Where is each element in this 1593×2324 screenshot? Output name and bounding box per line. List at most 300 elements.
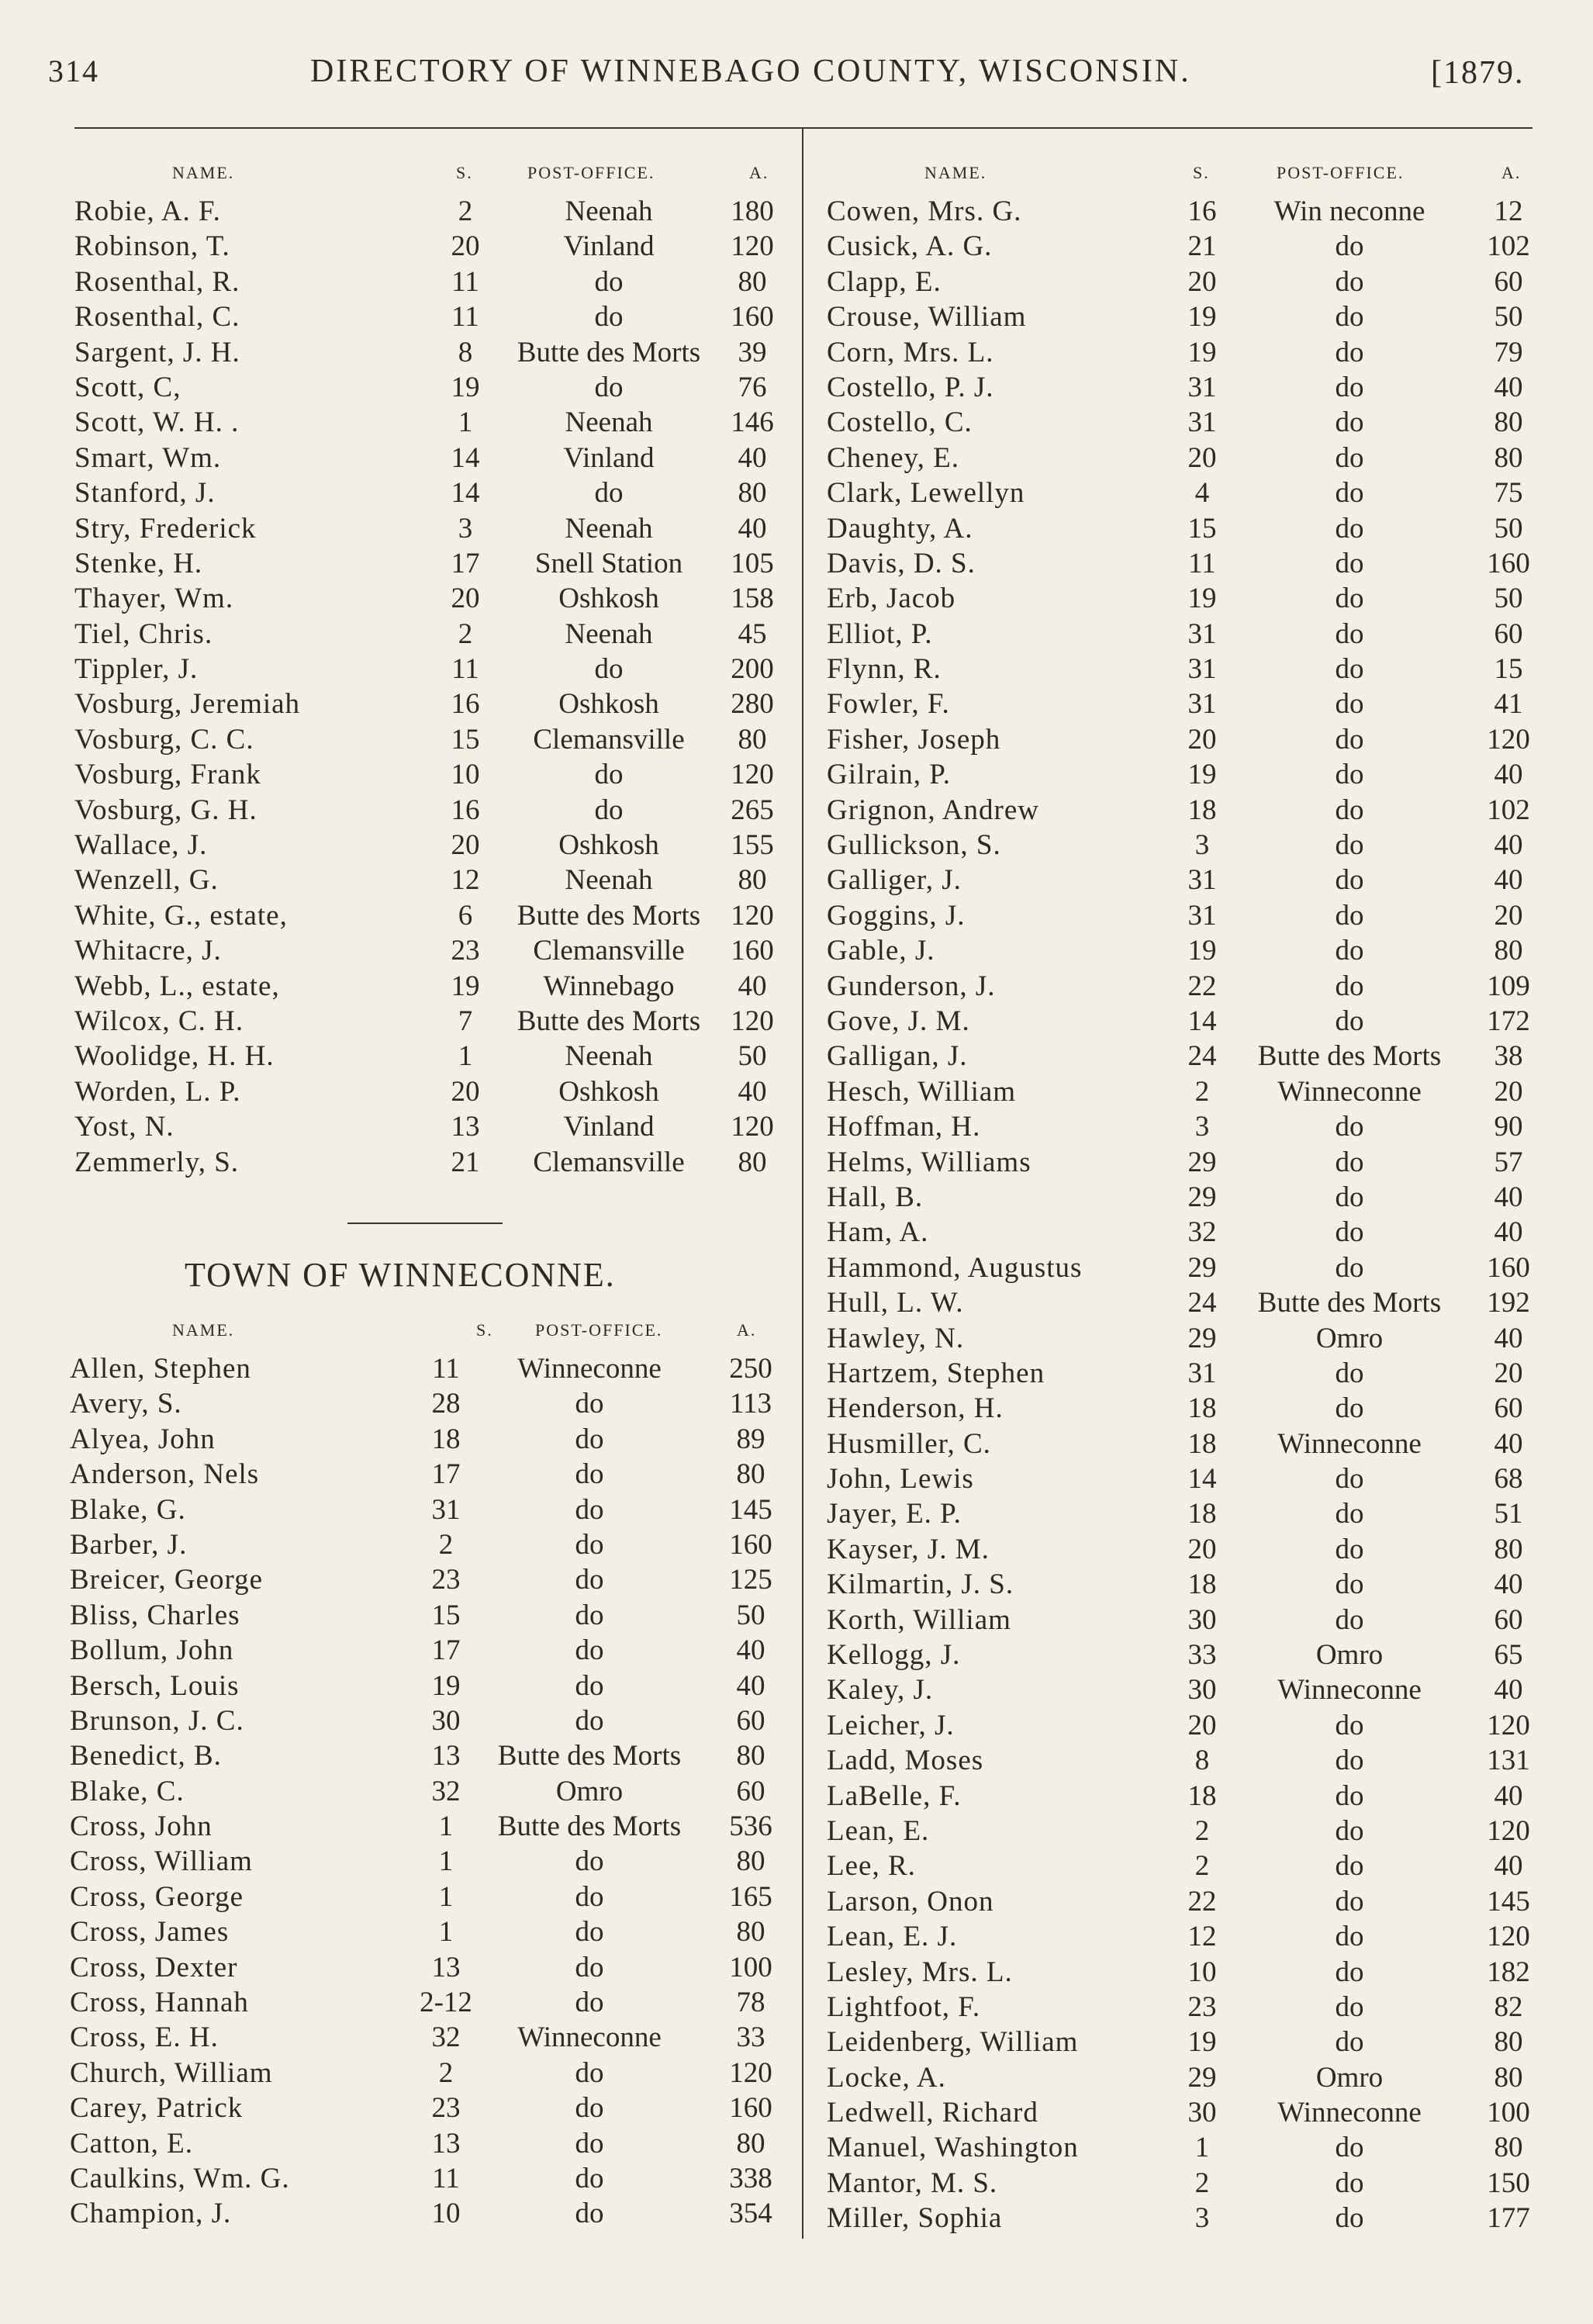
entry-post-office: do xyxy=(575,1458,604,1491)
entry-name: Catton, E. xyxy=(70,2127,194,2160)
table-row xyxy=(0,2025,1593,2059)
entry-section: 29 xyxy=(1187,1251,1217,1284)
table-row xyxy=(0,1919,1593,1954)
entry-post-office: do xyxy=(1335,829,1364,862)
col-acres-header: A. xyxy=(749,163,769,182)
entry-acres: 165 xyxy=(729,1880,772,1913)
entry-section: 18 xyxy=(1187,1779,1217,1812)
entry-post-office: do xyxy=(1335,723,1364,756)
entry-section: 19 xyxy=(1187,759,1217,791)
entry-name: Lean, E. J. xyxy=(827,1921,958,1953)
entry-section: 3 xyxy=(1194,2202,1210,2235)
entry-name: Sargent, J. H. xyxy=(74,336,240,368)
entry-post-office: do xyxy=(1335,1498,1364,1530)
entry-post-office: Omro xyxy=(1315,1639,1384,1672)
entry-section: 30 xyxy=(1187,1674,1217,1707)
entry-name: Wenzell, G. xyxy=(74,864,219,897)
entry-post-office: Oshkosh xyxy=(558,829,659,862)
entry-acres: 15 xyxy=(1494,653,1523,686)
entry-name: Stry, Frederick xyxy=(74,512,257,545)
entry-post-office: do xyxy=(1335,1850,1364,1883)
table-row xyxy=(0,1074,1593,1109)
entry-acres: 113 xyxy=(729,1388,772,1420)
entry-acres: 172 xyxy=(1487,1005,1530,1037)
entry-acres: 65 xyxy=(1494,1639,1523,1672)
entry-acres: 80 xyxy=(1494,406,1523,439)
entry-acres: 158 xyxy=(731,583,774,615)
table-row xyxy=(0,405,1593,440)
entry-post-office: do xyxy=(1335,1111,1364,1143)
entry-section: 8 xyxy=(1194,1745,1210,1777)
entry-section: 22 xyxy=(1187,1885,1217,1918)
entry-acres: 145 xyxy=(1487,1885,1530,1918)
entry-name: Alyea, John xyxy=(70,1423,216,1455)
entry-post-office: do xyxy=(1335,301,1364,334)
entry-section: 20 xyxy=(1187,265,1217,298)
entry-section: 17 xyxy=(431,1634,461,1667)
entry-name: Woolidge, H. H. xyxy=(74,1040,275,1073)
entry-name: Gilrain, P. xyxy=(827,759,952,791)
entry-acres: 40 xyxy=(738,441,767,474)
entry-name: Cross, E. H. xyxy=(70,2021,219,2054)
entry-section: 1 xyxy=(1194,2132,1210,2164)
entry-post-office: Vinland xyxy=(563,1111,655,1143)
entry-name: Elliot, P. xyxy=(827,617,933,650)
entry-post-office: do xyxy=(1335,230,1364,263)
entry-name: Church, William xyxy=(70,2056,273,2089)
entry-acres: 12 xyxy=(1494,195,1523,227)
entry-acres: 60 xyxy=(1494,265,1523,298)
entry-acres: 155 xyxy=(731,829,774,862)
table-row xyxy=(0,1180,1593,1215)
table-row xyxy=(0,265,1593,299)
entry-section: 29 xyxy=(1187,1146,1217,1178)
entry-name: Hoffman, H. xyxy=(827,1111,981,1143)
entry-post-office: do xyxy=(594,653,624,686)
entry-acres: 80 xyxy=(738,265,767,298)
entry-acres: 38 xyxy=(1494,1040,1523,1073)
entry-acres: 20 xyxy=(1494,899,1523,932)
entry-name: Carey, Patrick xyxy=(70,2092,244,2125)
entry-acres: 20 xyxy=(1494,1357,1523,1389)
entry-name: White, G., estate, xyxy=(74,899,288,932)
entry-section: 2 xyxy=(438,2056,454,2089)
entry-acres: 354 xyxy=(729,2198,772,2230)
entry-section: 2 xyxy=(438,1528,454,1561)
entry-name: Cross, James xyxy=(70,1916,230,1949)
entry-acres: 60 xyxy=(736,1775,765,1807)
entry-name: Fisher, Joseph xyxy=(827,723,1001,756)
entry-post-office: do xyxy=(575,1916,604,1949)
entry-acres: 80 xyxy=(738,723,767,756)
entry-post-office: do xyxy=(1335,1709,1364,1741)
entry-acres: 80 xyxy=(736,1740,765,1772)
entry-name: Clapp, E. xyxy=(827,265,942,298)
entry-acres: 40 xyxy=(1494,1568,1523,1601)
entry-post-office: do xyxy=(1335,1463,1364,1496)
entry-post-office: Snell Station xyxy=(534,547,683,579)
table-row xyxy=(0,969,1593,1004)
entry-post-office: Neenah xyxy=(565,512,653,545)
entry-post-office: do xyxy=(1335,864,1364,897)
entry-acres: 80 xyxy=(1494,935,1523,967)
entry-section: 10 xyxy=(1187,1956,1217,1988)
entry-post-office: do xyxy=(1335,1251,1364,1284)
table-row xyxy=(0,1391,1593,1426)
entry-section: 14 xyxy=(451,477,480,510)
table-row xyxy=(0,370,1593,405)
entry-section: 6 xyxy=(458,899,473,932)
entry-name: Gullickson, S. xyxy=(827,829,1001,862)
entry-acres: 192 xyxy=(1487,1287,1530,1319)
entry-post-office: do xyxy=(575,1951,604,1983)
col-po-header: POST-OFFICE. xyxy=(527,163,655,182)
entry-name: Ledwell, Richard xyxy=(827,2097,1038,2129)
entry-acres: 60 xyxy=(736,1704,765,1737)
table-row xyxy=(0,1427,1593,1461)
entry-name: Kaley, J. xyxy=(827,1674,934,1707)
entry-section: 11 xyxy=(432,2162,460,2194)
entry-post-office: Butte des Morts xyxy=(1257,1287,1442,1319)
entry-name: Husmiller, C. xyxy=(827,1427,991,1460)
entry-section: 31 xyxy=(1187,688,1217,721)
entry-acres: 80 xyxy=(1494,2026,1523,2059)
table-row xyxy=(0,1109,1593,1144)
entry-section: 2 xyxy=(1194,2167,1210,2199)
entry-post-office: Neenah xyxy=(565,864,653,897)
entry-acres: 160 xyxy=(729,2092,772,2125)
entry-section: 31 xyxy=(1187,864,1217,897)
entry-acres: 79 xyxy=(1494,336,1523,368)
entry-name: Vosburg, C. C. xyxy=(74,723,254,756)
entry-section: 20 xyxy=(451,829,480,862)
entry-acres: 40 xyxy=(1494,1674,1523,1707)
entry-acres: 40 xyxy=(1494,371,1523,403)
entry-section: 29 xyxy=(1187,2061,1217,2094)
entry-name: Clark, Lewellyn xyxy=(827,477,1025,510)
entry-post-office: Clemansville xyxy=(533,723,685,756)
entry-name: Benedict, B. xyxy=(70,1740,222,1772)
entry-name: Manuel, Washington xyxy=(827,2132,1079,2164)
entry-post-office: Omro xyxy=(555,1775,624,1807)
entry-name: Gunderson, J. xyxy=(827,970,996,1002)
entry-acres: 40 xyxy=(1494,829,1523,862)
entry-post-office: do xyxy=(1335,1568,1364,1601)
entry-post-office: do xyxy=(1335,441,1364,474)
entry-acres: 40 xyxy=(1494,864,1523,897)
table-row xyxy=(0,793,1593,828)
entry-section: 2 xyxy=(458,195,473,227)
entry-post-office: Omro xyxy=(1315,2061,1384,2094)
right-table xyxy=(0,194,1593,2236)
entry-section: 19 xyxy=(431,1669,461,1702)
entry-name: Vosburg, Frank xyxy=(74,759,261,791)
entry-name: Costello, P. J. xyxy=(827,371,994,403)
entry-acres: 280 xyxy=(731,688,774,721)
entry-acres: 80 xyxy=(738,477,767,510)
entry-post-office: do xyxy=(1335,617,1364,650)
entry-post-office: do xyxy=(1335,477,1364,510)
entry-post-office: Butte des Morts xyxy=(497,1740,682,1772)
entry-name: Lean, E. xyxy=(827,1814,930,1847)
entry-post-office: do xyxy=(1335,265,1364,298)
entry-name: Scott, C, xyxy=(74,371,181,403)
entry-acres: 51 xyxy=(1494,1498,1523,1530)
entry-name: Bersch, Louis xyxy=(70,1669,240,1702)
entry-acres: 200 xyxy=(731,653,774,686)
entry-post-office: Omro xyxy=(1315,1322,1384,1354)
table-row xyxy=(0,335,1593,370)
entry-acres: 145 xyxy=(729,1493,772,1526)
town-title: TOWN OF WINNECONNE. xyxy=(185,1256,616,1294)
entry-acres: 125 xyxy=(729,1564,772,1596)
entry-section: 20 xyxy=(1187,441,1217,474)
entry-acres: 40 xyxy=(736,1669,765,1702)
entry-post-office: do xyxy=(575,2127,604,2160)
entry-name: Caulkins, Wm. G. xyxy=(70,2162,290,2194)
entry-name: Wilcox, C. H. xyxy=(74,1005,244,1037)
entry-post-office: do xyxy=(575,1987,604,2019)
entry-section: 31 xyxy=(1187,1357,1217,1389)
entry-post-office: do xyxy=(594,477,624,510)
entry-name: Erb, Jacob xyxy=(827,583,956,615)
entry-name: Hawley, N. xyxy=(827,1322,965,1354)
table-row xyxy=(0,757,1593,792)
entry-post-office: Vinland xyxy=(563,441,655,474)
entry-post-office: Oshkosh xyxy=(558,688,659,721)
entry-acres: 100 xyxy=(1487,2097,1530,2129)
table-row xyxy=(0,581,1593,616)
entry-section: 12 xyxy=(1187,1921,1217,1953)
entry-acres: 80 xyxy=(736,2127,765,2160)
entry-section: 31 xyxy=(1187,653,1217,686)
entry-acres: 160 xyxy=(1487,1251,1530,1284)
table-row xyxy=(0,652,1593,686)
right-column-headers xyxy=(0,163,1593,186)
entry-acres: 76 xyxy=(738,371,767,403)
table-row xyxy=(0,229,1593,264)
entry-name: Grignon, Andrew xyxy=(827,794,1039,826)
page-year: [1879. xyxy=(1431,55,1525,91)
entry-name: Avery, S. xyxy=(70,1388,182,1420)
entry-section: 11 xyxy=(451,301,479,334)
entry-name: Bollum, John xyxy=(70,1634,234,1667)
header-rule xyxy=(74,127,1533,129)
entry-acres: 180 xyxy=(731,195,774,227)
entry-post-office: Oshkosh xyxy=(558,583,659,615)
entry-name: Goggins, J. xyxy=(827,899,966,932)
entry-name: Tippler, J. xyxy=(74,653,199,686)
table-row xyxy=(0,686,1593,721)
entry-name: Robie, A. F. xyxy=(74,195,221,227)
entry-section: 1 xyxy=(458,406,473,439)
entry-post-office: do xyxy=(1335,1921,1364,1953)
col-name-header: NAME. xyxy=(172,1320,235,1340)
entry-post-office: do xyxy=(1335,371,1364,403)
entry-acres: 80 xyxy=(1494,2132,1523,2164)
table-row xyxy=(0,722,1593,757)
table-row xyxy=(0,546,1593,581)
entry-acres: 120 xyxy=(731,1111,774,1143)
entry-section: 29 xyxy=(1187,1181,1217,1213)
entry-acres: 160 xyxy=(729,1528,772,1561)
entry-post-office: Butte des Morts xyxy=(497,1810,682,1843)
entry-post-office: do xyxy=(1335,1885,1364,1918)
entry-section: 13 xyxy=(451,1111,480,1143)
entry-acres: 120 xyxy=(1487,723,1530,756)
page-number: 314 xyxy=(48,54,99,88)
entry-post-office: do xyxy=(1335,2132,1364,2164)
entry-name: Crouse, William xyxy=(827,301,1027,334)
entry-section: 20 xyxy=(451,230,480,263)
table-row xyxy=(0,2166,1593,2201)
entry-post-office: do xyxy=(1335,583,1364,615)
entry-name: Leicher, J. xyxy=(827,1709,955,1741)
table-row xyxy=(0,1814,1593,1848)
entry-acres: 75 xyxy=(1494,477,1523,510)
entry-name: Corn, Mrs. L. xyxy=(827,336,994,368)
entry-acres: 120 xyxy=(1487,1709,1530,1741)
table-row xyxy=(0,863,1593,897)
table-row xyxy=(0,1285,1593,1320)
entry-section: 11 xyxy=(451,265,479,298)
entry-post-office: Winnebago xyxy=(543,970,675,1002)
col-po-header: POST-OFFICE. xyxy=(535,1320,663,1340)
entry-post-office: do xyxy=(594,794,624,826)
entry-section: 30 xyxy=(1187,2097,1217,2129)
entry-name: Cheney, E. xyxy=(827,441,959,474)
entry-section: 15 xyxy=(451,723,480,756)
entry-name: Hartzem, Stephen xyxy=(827,1357,1045,1389)
entry-section: 1 xyxy=(438,1845,454,1878)
entry-acres: 57 xyxy=(1494,1146,1523,1178)
entry-acres: 265 xyxy=(731,794,774,826)
entry-section: 24 xyxy=(1187,1040,1217,1073)
entry-post-office: Neenah xyxy=(565,195,653,227)
entry-section: 19 xyxy=(451,970,480,1002)
table-row xyxy=(0,1461,1593,1496)
entry-section: 18 xyxy=(1187,1427,1217,1460)
entry-name: Breicer, George xyxy=(70,1564,264,1596)
entry-post-office: Win neconne xyxy=(1273,195,1425,227)
entry-post-office: do xyxy=(575,2092,604,2125)
entry-post-office: do xyxy=(1335,1357,1364,1389)
table-row xyxy=(0,1039,1593,1074)
entry-section: 31 xyxy=(1187,406,1217,439)
entry-acres: 80 xyxy=(738,864,767,897)
col-sec-header: S. xyxy=(456,163,473,182)
entry-section: 31 xyxy=(431,1493,461,1526)
entry-post-office: do xyxy=(1335,547,1364,579)
entry-section: 11 xyxy=(432,1353,460,1385)
entry-acres: 40 xyxy=(1494,1779,1523,1812)
entry-post-office: do xyxy=(1335,899,1364,932)
entry-post-office: do xyxy=(1335,794,1364,826)
entry-section: 1 xyxy=(438,1810,454,1843)
table-row xyxy=(0,1250,1593,1285)
entry-section: 20 xyxy=(1187,723,1217,756)
entry-acres: 120 xyxy=(1487,1921,1530,1953)
entry-name: Webb, L., estate, xyxy=(74,970,280,1002)
entry-section: 32 xyxy=(1187,1216,1217,1249)
entry-post-office: do xyxy=(1335,1956,1364,1988)
entry-section: 30 xyxy=(431,1704,461,1737)
entry-section: 18 xyxy=(1187,1392,1217,1425)
entry-acres: 109 xyxy=(1487,970,1530,1002)
entry-post-office: Winneconne xyxy=(517,2021,662,2054)
entry-name: Flynn, R. xyxy=(827,653,942,686)
entry-name: Zemmerly, S. xyxy=(74,1146,240,1178)
entry-post-office: Butte des Morts xyxy=(517,1005,701,1037)
entry-name: Fowler, F. xyxy=(827,688,950,721)
table-row xyxy=(0,511,1593,546)
entry-post-office: do xyxy=(1335,2202,1364,2235)
table-row xyxy=(0,1708,1593,1743)
entry-section: 31 xyxy=(1187,899,1217,932)
entry-section: 19 xyxy=(451,371,480,403)
entry-acres: 60 xyxy=(1494,617,1523,650)
entry-acres: 177 xyxy=(1487,2202,1530,2235)
entry-name: Barber, J. xyxy=(70,1528,188,1561)
table-row xyxy=(0,2130,1593,2165)
page-title: DIRECTORY OF WINNEBAGO COUNTY, WISCONSIN. xyxy=(310,54,1191,89)
entry-section: 19 xyxy=(1187,336,1217,368)
entry-name: Kayser, J. M. xyxy=(827,1533,990,1565)
entry-name: Brunson, J. C. xyxy=(70,1704,244,1737)
entry-post-office: Clemansville xyxy=(533,1146,685,1178)
entry-section: 16 xyxy=(1187,195,1217,227)
entry-name: Gable, J. xyxy=(827,935,935,967)
entry-name: Thayer, Wm. xyxy=(74,583,234,615)
entry-post-office: do xyxy=(1335,1146,1364,1178)
table-row xyxy=(0,1779,1593,1814)
entry-post-office: do xyxy=(1335,935,1364,967)
entry-acres: 160 xyxy=(731,301,774,334)
entry-name: Leidenberg, William xyxy=(827,2026,1079,2059)
entry-name: Robinson, T. xyxy=(74,230,230,263)
entry-section: 11 xyxy=(1188,547,1216,579)
table-row xyxy=(0,1848,1593,1883)
entry-post-office: do xyxy=(1335,1990,1364,2023)
entry-acres: 120 xyxy=(731,759,774,791)
entry-name: Tiel, Chris. xyxy=(74,617,213,650)
entry-name: John, Lewis xyxy=(827,1463,974,1496)
entry-name: Gove, J. M. xyxy=(827,1005,970,1037)
table-row xyxy=(0,1004,1593,1039)
entry-section: 23 xyxy=(451,935,480,967)
entry-section: 32 xyxy=(431,1775,461,1807)
entry-name: Hammond, Augustus xyxy=(827,1251,1083,1284)
entry-name: Cusick, A. G. xyxy=(827,230,993,263)
entry-acres: 40 xyxy=(738,970,767,1002)
entry-post-office: do xyxy=(1335,1779,1364,1812)
entry-acres: 105 xyxy=(731,547,774,579)
entry-section: 15 xyxy=(431,1599,461,1631)
entry-section: 16 xyxy=(451,688,480,721)
entry-acres: 182 xyxy=(1487,1956,1530,1988)
entry-section: 18 xyxy=(431,1423,461,1455)
entry-section: 24 xyxy=(1187,1287,1217,1319)
entry-section: 21 xyxy=(451,1146,480,1178)
entry-acres: 90 xyxy=(1494,1111,1523,1143)
entry-acres: 50 xyxy=(1494,512,1523,545)
entry-section: 22 xyxy=(1187,970,1217,1002)
col-name-header: NAME. xyxy=(924,163,987,182)
entry-name: Stenke, H. xyxy=(74,547,203,579)
entry-section: 3 xyxy=(1194,1111,1210,1143)
entry-post-office: do xyxy=(1335,1216,1364,1249)
entry-acres: 50 xyxy=(736,1599,765,1631)
